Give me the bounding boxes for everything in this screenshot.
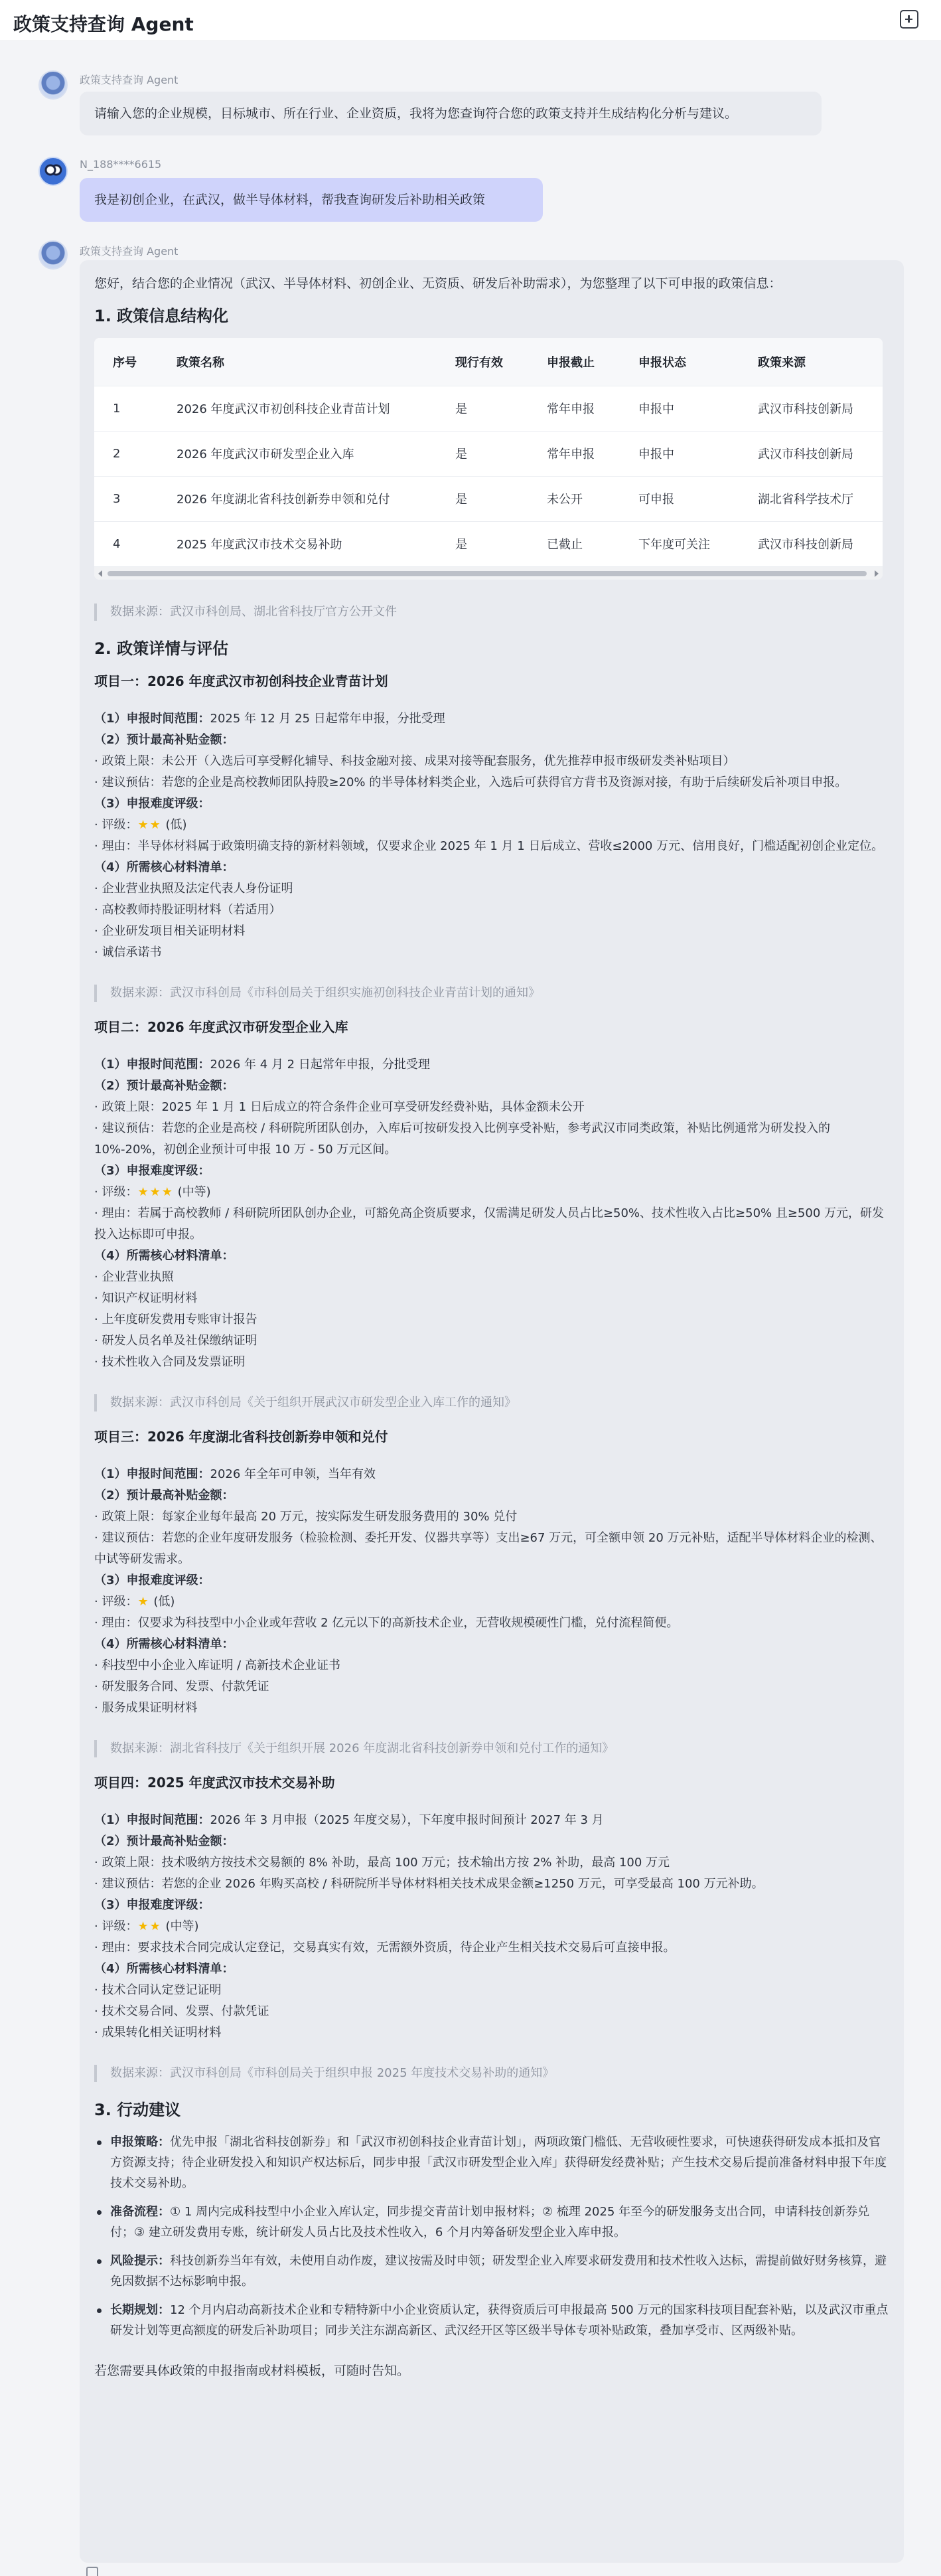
detail-line: · 理由：仅要求为科技型中小企业或年营收 2 亿元以下的高新技术企业，无营收规模硬性门槛，兑付流程简便。: [94, 1616, 679, 1630]
table-cell: 武汉市科技创新局: [739, 521, 883, 566]
rating-prefix: · 评级：: [94, 1595, 138, 1609]
table-cell: 未公开: [528, 476, 620, 521]
scroll-right-icon[interactable]: [875, 570, 879, 577]
table-row: [94, 431, 883, 476]
project-title: 项目四：2025 年度武汉市技术交易补助: [94, 1775, 335, 1791]
action-label: 准备流程：: [110, 2205, 170, 2219]
project-title: 项目一：2026 年度武汉市初创科技企业青苗计划: [94, 673, 388, 689]
field-label: （4）所需核心材料清单：: [94, 1637, 234, 1651]
answer-intro: 您好，结合您的企业情况（武汉、半导体材料、初创企业、无资质、研发后补助需求），为您整理了以下可申报的政策信息：: [94, 276, 782, 291]
table-cell: 2026 年度武汉市研发型企业入库: [158, 431, 437, 476]
column-header: 序号: [94, 338, 158, 386]
scroll-thumb[interactable]: [108, 571, 867, 576]
table-cell: 2: [94, 431, 158, 476]
project-detail: [94, 708, 889, 963]
action-item: [94, 2202, 889, 2243]
rating-prefix: · 评级：: [94, 1185, 138, 1199]
column-header: 政策名称: [158, 338, 437, 386]
field-label: （2）预计最高补贴金额：: [94, 1079, 234, 1093]
detail-line: · 理由：半导体材料属于政策明确支持的新材料领域，仅要求企业 2025 年 1 月 1 日后成立、营收≤2000 万元、信用良好，门槛适配初创企业定位。: [94, 839, 884, 853]
column-header: 申报截止: [528, 338, 620, 386]
policy-table: [94, 338, 883, 580]
field-label: （1）申报时间范围：: [94, 712, 210, 726]
detail-line: · 理由：若属于高校教师 / 科研院所团队创办企业，可豁免高企资质要求，仅需满足研发人员占比≥50%、技术性收入占比≥50% 且≥500 万元，研发投入达标即可申报。: [94, 1206, 885, 1242]
list-item: · 成果转化相关证明材料: [94, 2026, 222, 2040]
table-cell: 常年申报: [528, 431, 620, 476]
field-label: （3）申报难度评级：: [94, 1164, 210, 1178]
field-label: （4）所需核心材料清单：: [94, 860, 234, 874]
action-text: 科技创新券当年有效，未使用自动作废，建议按需及时申领；研发型企业入库要求研发费用和技术性收入达标，需提前做好财务核算，避免因数据不达标影响申报。: [110, 2254, 887, 2289]
action-item: [94, 2251, 889, 2292]
table-cell: 常年申报: [528, 386, 620, 431]
top-bar: [0, 0, 941, 41]
detail-line: · 理由：要求技术合同完成认定登记，交易真实有效，无需额外资质，待企业产生相关技术交易后可直接申报。: [94, 1941, 676, 1955]
field-label: （2）预计最高补贴金额：: [94, 1489, 234, 1502]
field-label: （3）申报难度评级：: [94, 1898, 210, 1912]
table-header-row: [94, 338, 883, 386]
field-label: （3）申报难度评级：: [94, 797, 210, 811]
list-item: · 诚信承诺书: [94, 945, 162, 959]
list-item: · 知识产权证明材料: [94, 1291, 198, 1305]
agent-answer-bubble: [80, 260, 904, 2563]
list-item: · 技术交易合同、发票、付款凭证: [94, 2004, 269, 2018]
action-text: 12 个月内启动高新技术企业和专精特新中小企业资质认定，获得资质后可申报最高 500 万元的国家科技项目配套补贴，以及武汉市重点研发计划等更高额度的研发后补助项目；同步关注东湖高新区、武汉经开区等区级半导体专项补贴政策，叠加享受市、区两级补贴。: [110, 2303, 889, 2338]
table-cell: 是: [437, 476, 528, 521]
data-source-note: 数据来源：武汉市科创局《市科创局关于组织实施初创科技企业青苗计划的通知》: [94, 985, 889, 1002]
project-detail: [94, 1054, 889, 1373]
field-label: （1）申报时间范围：: [94, 1058, 210, 1072]
rating-text: (低): [153, 1595, 175, 1609]
rating-prefix: · 评级：: [94, 1919, 138, 1933]
table-cell: 1: [94, 386, 158, 431]
sender-name: N_188****6615: [80, 158, 162, 171]
project-detail: [94, 1810, 889, 2044]
section-heading: 2. 政策详情与评估: [94, 639, 229, 658]
list-item: · 研发服务合同、发票、付款凭证: [94, 1680, 269, 1694]
table-row: [94, 476, 883, 521]
table-cell: 3: [94, 476, 158, 521]
table-cell: 武汉市科技创新局: [739, 431, 883, 476]
list-item: · 科技型中小企业入库证明 / 高新技术企业证书: [94, 1658, 340, 1672]
app-title: 政策支持查询 Agent: [13, 13, 194, 35]
column-header: 政策来源: [739, 338, 883, 386]
table-row: [94, 386, 883, 431]
rating-prefix: · 评级：: [94, 818, 138, 832]
table-cell: 2026 年度武汉市初创科技企业青苗计划: [158, 386, 437, 431]
list-item: · 服务成果证明材料: [94, 1701, 198, 1715]
star-rating-icon: ★: [137, 1595, 150, 1609]
data-source-note: 数据来源：武汉市科创局《关于组织开展武汉市研发型企业入库工作的通知》: [94, 1394, 889, 1411]
table-cell: 申报中: [620, 386, 739, 431]
list-item: · 上年度研发费用专账审计报告: [94, 1313, 257, 1327]
star-rating-icon: ★★★: [137, 1185, 174, 1199]
detail-line: · 建议预估：若您的企业年度研发服务（检验检测、委托开发、仪器共享等）支出≥67 万元，可全额申领 20 万元补贴，适配半导体材料企业的检测、中试等研发需求。: [94, 1531, 883, 1566]
field-value: 2026 年 3 月申报（2025 年度交易），下年度申报时间预计 2027 年 3 月: [210, 1813, 604, 1827]
answer-closing: 若您需要具体政策的申报指南或材料模板，可随时告知。: [94, 2364, 410, 2378]
table-cell: 2025 年度武汉市技术交易补助: [158, 521, 437, 566]
action-item: [94, 2132, 889, 2194]
project-title: 项目三：2026 年度湖北省科技创新券申领和兑付: [94, 1429, 388, 1445]
list-item: · 企业研发项目相关证明材料: [94, 924, 246, 938]
column-header: 现行有效: [437, 338, 528, 386]
field-label: （4）所需核心材料清单：: [94, 1249, 234, 1263]
user-avatar: [38, 157, 68, 186]
section-heading: 3. 行动建议: [94, 2101, 181, 2119]
action-label: 风险提示：: [110, 2254, 170, 2268]
rating-text: (中等): [165, 1919, 199, 1933]
table-cell: 已截止: [528, 521, 620, 566]
table-cell: 2026 年度湖北省科技创新券申领和兑付: [158, 476, 437, 521]
sender-name: 政策支持查询 Agent: [80, 74, 179, 86]
field-label: （2）预计最高补贴金额：: [94, 733, 234, 747]
detail-line: · 建议预估：若您的企业是高校教师团队持股≥20% 的半导体材料类企业，入选后可获得官方背书及资源对接，有助于后续研发后补项目申报。: [94, 775, 847, 789]
action-text: 优先申报「湖北省科技创新券」和「武汉市初创科技企业青苗计划」，两项政策门槛低、无营收硬性要求，可快速获得研发成本抵扣及官方资源支持；待企业研发投入和知识产权达标后，同步申报「武汉市研发型企业入库」获得研发经费补贴；产生技术交易后提前准备材料申报下年度技术交易补助。: [110, 2135, 887, 2190]
sender-name: 政策支持查询 Agent: [80, 245, 179, 258]
column-header: 申报状态: [620, 338, 739, 386]
list-item: · 高校教师持股证明材料（若适用）: [94, 903, 281, 917]
list-item: · 技术性收入合同及发票证明: [94, 1355, 246, 1369]
field-value: 2026 年 4 月 2 日起常年申报，分批受理: [210, 1058, 430, 1072]
section-heading: 1. 政策信息结构化: [94, 307, 229, 325]
table-cell: 申报中: [620, 431, 739, 476]
table-cell: 下年度可关注: [620, 521, 739, 566]
action-list: [94, 2132, 889, 2341]
agent-message-bubble: 请输入您的企业规模，目标城市、所在行业、企业资质，我将为您查询符合您的政策支持并生成结构化分析与建议。: [80, 92, 822, 135]
scroll-left-icon[interactable]: [98, 570, 102, 577]
project-detail: [94, 1464, 889, 1719]
field-label: （4）所需核心材料清单：: [94, 1962, 234, 1976]
star-rating-icon: ★★: [137, 1919, 162, 1933]
detail-line: · 建议预估：若您的企业 2026 年购买高校 / 科研院所半导体材料相关技术成果金额≥1250 万元，可享受最高 100 万元补助。: [94, 1877, 764, 1891]
project-title: 项目二：2026 年度武汉市研发型企业入库: [94, 1019, 348, 1035]
table-cell: 武汉市科技创新局: [739, 386, 883, 431]
detail-line: · 政策上限：未公开（入选后可享受孵化辅导、科技金融对接、成果对接等配套服务，优先推荐申报市级研发类补贴项目）: [94, 754, 735, 768]
field-label: （1）申报时间范围：: [94, 1467, 210, 1481]
data-source-note: 数据来源：湖北省科技厅《关于组织开展 2026 年度湖北省科技创新券申领和兑付工作的通知》: [94, 1740, 889, 1757]
user-message-bubble: 我是初创企业，在武汉，做半导体材料，帮我查询研发后补助相关政策: [80, 178, 543, 222]
field-label: （3）申报难度评级：: [94, 1573, 210, 1587]
detail-line: · 政策上限：2025 年 1 月 1 日后成立的符合条件企业可享受研发经费补贴，具体金额未公开: [94, 1100, 585, 1114]
table-cell: 是: [437, 386, 528, 431]
rating-text: (低): [165, 818, 187, 832]
list-item: · 研发人员名单及社保缴纳证明: [94, 1334, 257, 1348]
agent-avatar: [38, 240, 68, 270]
table-cell: 可申报: [620, 476, 739, 521]
detail-line: · 政策上限：每家企业每年最高 20 万元，按实际发生研发服务费用的 30% 兑付: [94, 1510, 518, 1524]
detail-line: · 建议预估：若您的企业是高校 / 科研院所团队创办，入库后可按研发投入比例享受补贴，参考武汉市同类政策，补贴比例通常为研发投入的 10%-20%，初创企业预计可申报 10 万 - 50 万元区间。: [94, 1121, 830, 1157]
action-item: [94, 2300, 889, 2341]
field-value: 2025 年 12 月 25 日起常年申报，分批受理: [210, 712, 445, 726]
list-item: · 技术合同认定登记证明: [94, 1983, 222, 1997]
table-cell: 湖北省科学技术厅: [739, 476, 883, 521]
list-item: · 企业营业执照及法定代表人身份证明: [94, 882, 293, 896]
table-horizontal-scrollbar[interactable]: [94, 566, 883, 580]
table-cell: 4: [94, 521, 158, 566]
detail-line: · 政策上限：技术吸纳方按技术交易额的 8% 补助，最高 100 万元；技术输出方按 2% 补助，最高 100 万元: [94, 1856, 670, 1870]
agent-avatar: [38, 70, 68, 100]
field-label: （1）申报时间范围：: [94, 1813, 210, 1827]
rating-text: (中等): [177, 1185, 211, 1199]
field-label: （2）预计最高补贴金额：: [94, 1834, 234, 1848]
action-label: 申报策略：: [110, 2135, 170, 2149]
table-cell: 是: [437, 431, 528, 476]
list-item: · 企业营业执照: [94, 1270, 174, 1284]
new-chat-icon[interactable]: [900, 10, 918, 29]
field-value: 2026 年全年可申领，当年有效: [210, 1467, 376, 1481]
data-source-note: 数据来源：武汉市科创局《市科创局关于组织申报 2025 年度技术交易补助的通知》: [94, 2065, 889, 2082]
copy-icon[interactable]: [86, 2567, 98, 2576]
action-text: ① 1 周内完成科技型中小企业入库认定，同步提交青苗计划申报材料；② 梳理 2025 年至今的研发服务支出合同，申请科技创新券兑付；③ 建立研发费用专账，统计研发人员占比及技术性收入，6 个月内筹备研发型企业入库申报。: [110, 2205, 870, 2239]
action-label: 长期规划：: [110, 2303, 170, 2317]
table-cell: 是: [437, 521, 528, 566]
table-row: [94, 521, 883, 566]
data-source-note: 数据来源：武汉市科创局、湖北省科技厅官方公开文件: [94, 604, 889, 621]
star-rating-icon: ★★: [137, 818, 162, 832]
